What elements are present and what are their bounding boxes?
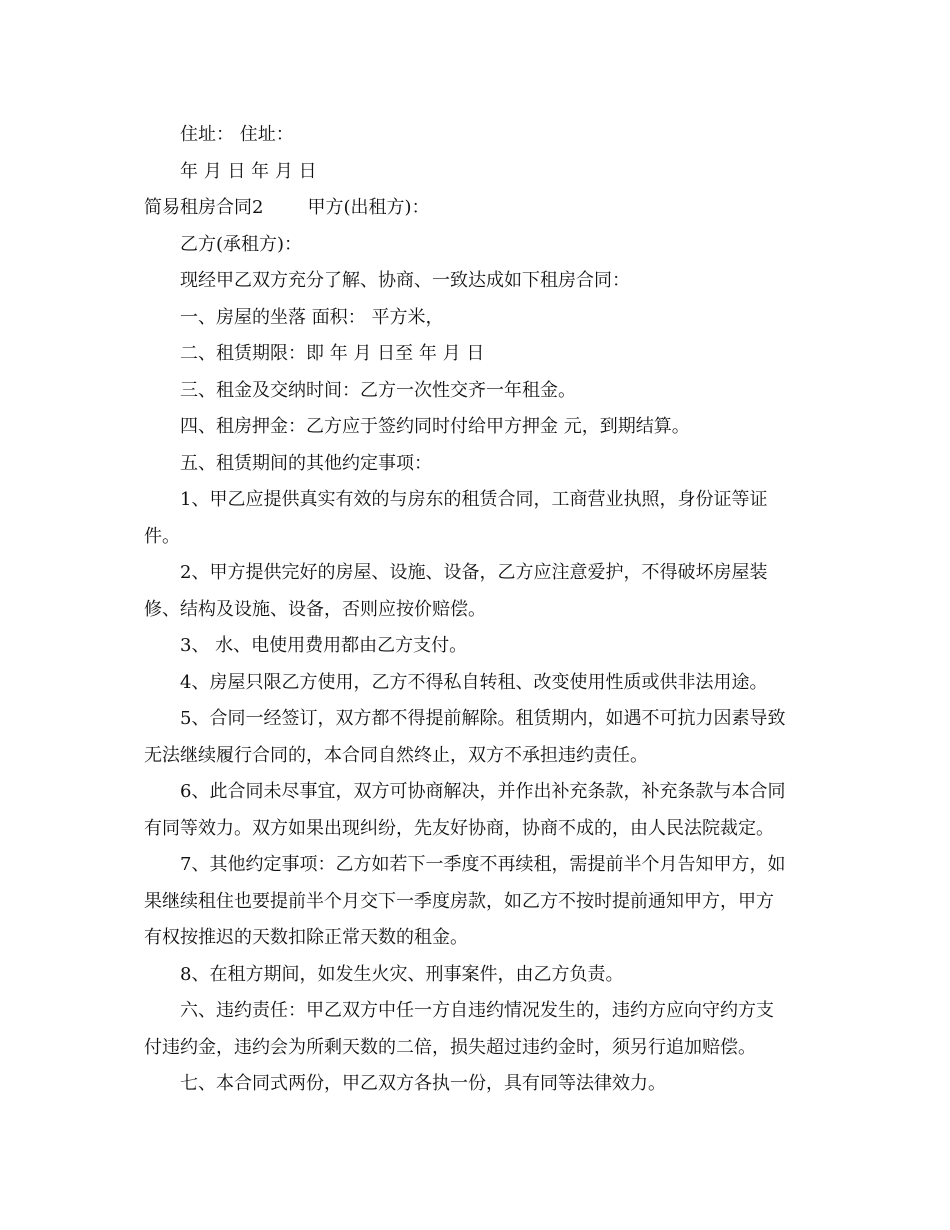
item-3-line: 3、 水、电使用费用都由乙方支付。 <box>180 635 468 656</box>
clause-6-line: 六、违约责任：甲乙双方中任一方自违约情况发生的，违约方应向守约方支 <box>180 1000 774 1021</box>
date-line: 年 月 日 年 月 日 <box>180 160 317 182</box>
clause-6-cont-line: 付违约金，违约会为所剩天数的二倍，损失超过违约金时，须另行追加赔偿。 <box>144 1036 756 1058</box>
address-line: 住址： 住址： <box>180 124 294 145</box>
contract-title-line <box>0 190 950 227</box>
contract-text <box>0 117 950 1103</box>
item-7-cont-line-2: 有权按推迟的天数扣除正常天数的租金。 <box>144 927 468 948</box>
party-b-line: 乙方(承租方)： <box>180 233 303 255</box>
item-7-line: 7、其他约定事项：乙方如若下一季度不再续租，需提前半个月告知甲方，如 <box>180 854 786 875</box>
item-1-cont-line: 件。 <box>144 525 180 547</box>
clause-2-line: 二、租赁期限：即 年 月 日至 年 月 日 <box>180 343 485 364</box>
item-7-cont-line-1: 果继续租住也要提前半个月交下一季度房款，如乙方不按时提前通知甲方，甲方 <box>144 890 774 912</box>
item-2-cont-line: 修、结构及设施、设备，否则应按价赔偿。 <box>144 598 486 620</box>
item-6-cont-line: 有同等效力。双方如果出现纠纷，先友好协商，协商不成的，由人民法院裁定。 <box>144 817 774 839</box>
clause-1-line: 一、房屋的坐落 面积： 平方米， <box>180 306 444 328</box>
item-8-line: 8、在租方期间，如发生火灾、刑事案件，由乙方负责。 <box>180 963 624 985</box>
item-5-cont-line: 无法继续履行合同的，本合同自然终止，双方不承担违约责任。 <box>144 744 648 766</box>
item-6-line: 6、此合同未尽事宜，双方可协商解决，并作出补充条款，补充条款与本合同 <box>180 781 786 802</box>
item-4-line: 4、房屋只限乙方使用，乙方不得私自转租、改变使用性质或供非法用途。 <box>180 671 768 693</box>
clause-7-line: 七、本合同式两份，甲乙双方各执一份，具有同等法律效力。 <box>180 1073 666 1094</box>
clause-3-line: 三、租金及交纳时间：乙方一次性交齐一年租金。 <box>180 379 576 401</box>
clause-4-line: 四、租房押金：乙方应于签约同时付给甲方押金 元，到期结算。 <box>180 416 690 437</box>
contract-title: 简易租房合同2 <box>144 197 264 218</box>
item-5-line: 5、合同一经签订，双方都不得提前解除。租赁期内，如遇不可抗力因素导致 <box>180 708 786 729</box>
item-1-line: 1、甲乙应提供真实有效的与房东的租赁合同，工商营业执照，身份证等证 <box>180 489 768 510</box>
party-a-label: 甲方(出租方)： <box>307 197 430 218</box>
paragraph-line: 现经甲乙双方充分了解、协商、一致达成如下租房合同： <box>180 270 630 291</box>
clause-5-line: 五、租赁期间的其他约定事项： <box>180 452 432 474</box>
item-2-line: 2、甲方提供完好的房屋、设施、设备，乙方应注意爱护，不得破坏房屋装 <box>180 562 768 583</box>
